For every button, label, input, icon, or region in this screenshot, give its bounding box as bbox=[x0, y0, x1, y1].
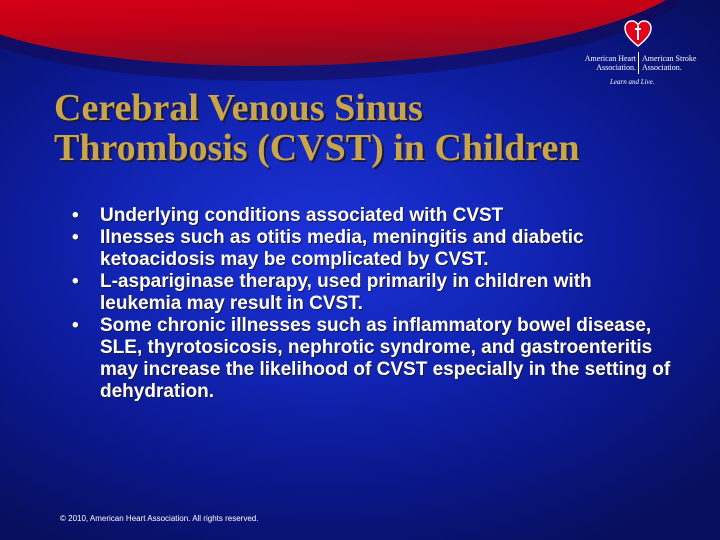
bullet-dot: • bbox=[72, 227, 79, 248]
slide-title-line-1: Cerebral Venous Sinus bbox=[54, 87, 423, 129]
bullet-item bbox=[72, 205, 672, 227]
bullet-text: Some chronic illnesses such as inflammatory bowel disease, SLE, thyrotosicosis, nephrotic syndrome, and gastroenteritis may increase the likelihood of CVST especially in the setting of dehydration. bbox=[100, 315, 671, 402]
bullet-text: L-aspariginase therapy, used primarily in children with leukemia may result in CVST. bbox=[100, 271, 592, 314]
logo-asa-name bbox=[642, 54, 712, 72]
bullet-item bbox=[72, 271, 672, 315]
bullet-list bbox=[72, 205, 672, 403]
logo-aha-line1: American Heart bbox=[584, 54, 636, 63]
aha-logo bbox=[566, 20, 716, 92]
logo-asa-line1: American Stroke bbox=[642, 54, 697, 63]
logo-aha-line2: Association. bbox=[596, 63, 636, 72]
bullet-text: Ilnesses such as otitis media, meningitis and diabetic ketoacidosis may be complicated by CVST. bbox=[100, 227, 584, 270]
heart-torch-icon bbox=[624, 20, 652, 48]
bullet-dot: • bbox=[72, 205, 79, 226]
bullet-dot: • bbox=[72, 315, 79, 336]
slide-title bbox=[54, 88, 579, 168]
logo-asa-line2: Association. bbox=[642, 63, 682, 72]
logo-tagline: Learn and Live. bbox=[610, 78, 655, 86]
logo-aha-name bbox=[568, 54, 636, 72]
bullet-text: Underlying conditions associated with CVST bbox=[100, 205, 504, 226]
bullet-dot: • bbox=[72, 271, 79, 292]
logo-divider bbox=[638, 52, 639, 74]
slide-title-line-2: Thrombosis (CVST) in Children bbox=[54, 127, 580, 169]
bullet-item bbox=[72, 227, 672, 271]
bullet-item bbox=[72, 315, 672, 403]
copyright-footer: © 2010, American Heart Association. All rights reserved. bbox=[60, 514, 259, 523]
